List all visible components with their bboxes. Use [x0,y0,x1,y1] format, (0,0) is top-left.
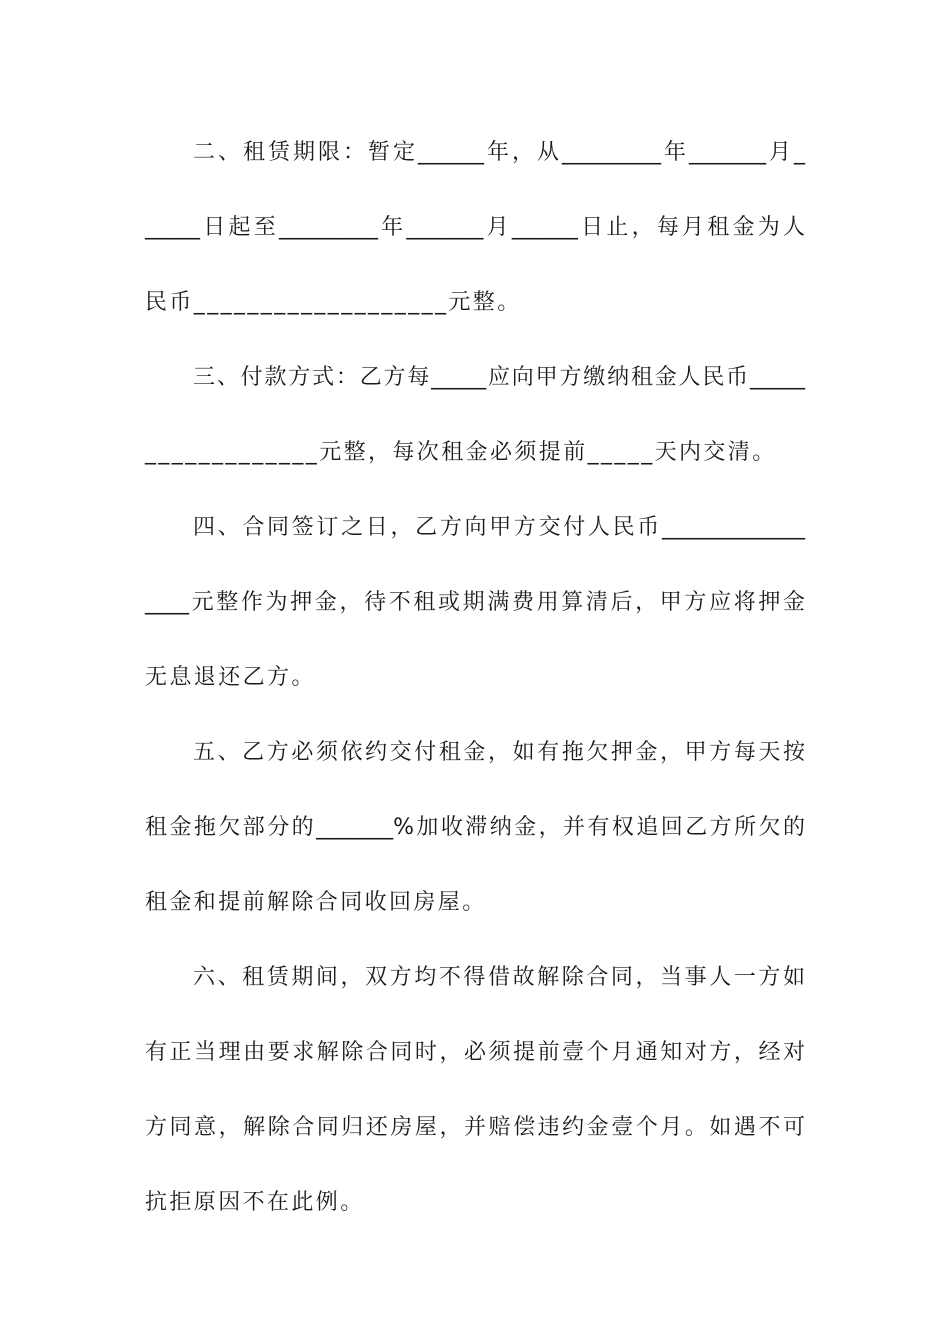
clause-3-line-2: _____________元整，每次租金必须提前_____天内交清。 [145,440,777,465]
clause-6-line-4: 抗拒原因不在此例。 [145,1190,365,1215]
clause-3-line-1: 三、付款方式：乙方每_____应向甲方缴纳租金人民币_____ [193,365,805,390]
clause-6-line-1: 六、租赁期间，双方均不得借故解除合同，当事人一方如 [193,965,805,990]
clause-2-line-2: _____日起至_________年_______月______日止，每月租金为人 [145,215,805,240]
clause-2-line-3: 民币___________________元整。 [145,290,522,315]
clause-6-line-2: 有正当理由要求解除合同时，必须提前壹个月通知对方，经对 [145,1040,805,1065]
clause-6-line-3: 方同意，解除合同归还房屋，并赔偿违约金壹个月。如遇不可 [145,1115,805,1140]
clause-4-line-1: 四、合同签订之日，乙方向甲方交付人民币_____________ [193,515,805,540]
clause-5-line-2: 租金拖欠部分的_______%加收滞纳金，并有权追回乙方所欠的 [145,815,805,840]
clause-4-line-3: 无息退还乙方。 [145,665,316,690]
clause-5-line-3: 租金和提前解除合同收回房屋。 [145,890,487,915]
clause-5-line-1: 五、乙方必须依约交付租金，如有拖欠押金，甲方每天按 [193,740,805,765]
clause-4-line-2: ____元整作为押金，待不租或期满费用算清后，甲方应将押金 [145,590,805,615]
clause-2-line-1: 二、租赁期限：暂定______年，从_________年_______月_ [193,140,805,165]
